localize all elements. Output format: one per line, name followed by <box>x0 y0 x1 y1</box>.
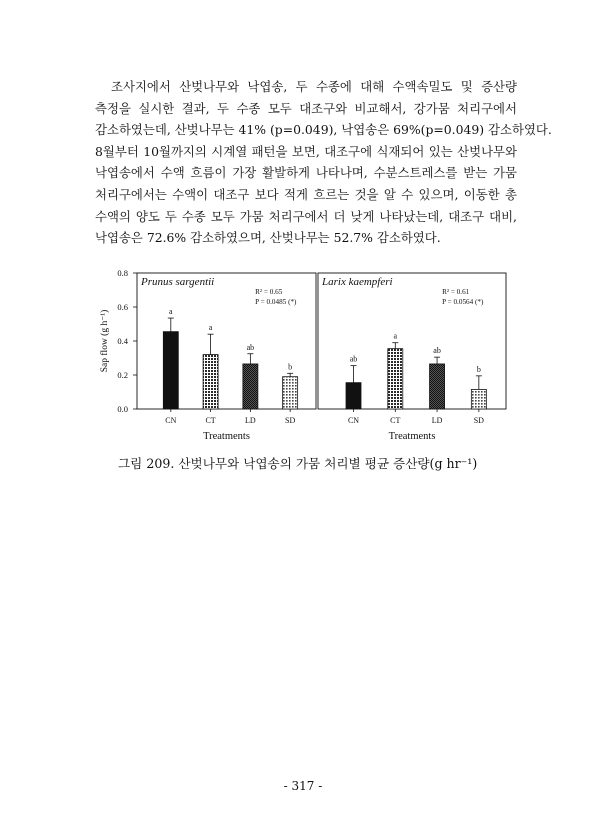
x-tick-label: SD <box>473 416 484 425</box>
paragraph-line: 처리구에서는 수액이 대조구 보다 적게 흐르는 것을 알 수 있으며, 이동한 총 <box>95 186 517 202</box>
bar <box>243 364 258 409</box>
significance-letter: a <box>208 323 213 333</box>
page-number: - 317 - <box>283 779 323 793</box>
significance-letter: ab <box>349 354 358 364</box>
significance-letter: a <box>169 307 173 317</box>
y-tick-label: 0.0 <box>117 404 128 414</box>
y-tick-label: 0.4 <box>117 336 128 346</box>
bar <box>283 377 298 409</box>
bar <box>388 349 403 409</box>
y-tick-label: 0.8 <box>117 268 128 278</box>
sap-flow-figure <box>100 262 520 448</box>
x-tick-label: CN <box>347 416 360 425</box>
bar <box>203 355 218 409</box>
r2-label: R² = 0.65 <box>255 288 283 296</box>
x-axis-label: Treatments <box>203 431 250 442</box>
bar <box>346 383 361 409</box>
p-value-label: P = 0.0564 (*) <box>442 298 484 306</box>
significance-letter: ab <box>246 342 255 352</box>
significance-letter: b <box>288 362 293 372</box>
r2-label: R² = 0.61 <box>442 288 470 296</box>
bar <box>430 364 445 409</box>
x-tick-label: CT <box>390 416 401 425</box>
x-tick-label: CT <box>205 416 216 425</box>
y-tick-label: 0.2 <box>117 370 128 380</box>
body-paragraph <box>95 76 552 249</box>
paragraph-line: 감소하였는데, 산벚나무는 41% (p=0.049), 낙엽송은 69%(p=0.049) 감소하였다. <box>95 122 552 138</box>
y-axis-label: Sap flow (g h⁻¹) <box>100 309 110 373</box>
x-axis-label: Treatments <box>388 431 436 442</box>
significance-letter: b <box>476 364 481 374</box>
paragraph-line: 8월부터 10월까지의 시계열 패턴을 보면, 대조구에 식재되어 있는 산벚나무와 <box>95 143 517 159</box>
paragraph-line: 조사지에서 산벚나무와 낙엽송, 두 수종에 대해 수액속밀도 및 증산량 <box>111 79 517 94</box>
p-value-label: P = 0.0485 (*) <box>255 298 297 306</box>
y-tick-label: 0.6 <box>117 302 128 312</box>
x-tick-label: CN <box>165 416 177 425</box>
paragraph-line: 낙엽송은 72.6% 감소하였으며, 산벚나무는 52.7% 감소하였다. <box>95 230 441 246</box>
figure-caption: 그림 209. 산벚나무와 낙엽송의 가뭄 처리별 평균 증산량(g hr⁻¹) <box>118 456 478 471</box>
significance-letter: a <box>393 331 398 341</box>
panel-title: Prunus sargentii <box>141 276 215 288</box>
paragraph-line: 수액의 양도 두 수종 모두 가뭄 처리구에서 더 낮게 나타났는데, 대조구 대비, <box>95 208 517 224</box>
significance-letter: ab <box>433 346 441 356</box>
paragraph-line: 측정을 실시한 결과, 두 수종 모두 대조구와 비교해서, 강가뭄 처리구에서 <box>95 100 517 116</box>
panel-title: Larix kaempferi <box>322 276 393 288</box>
x-tick-label: LD <box>431 416 443 425</box>
x-tick-label: LD <box>245 416 256 425</box>
sap-flow-chart <box>100 262 520 448</box>
paragraph-line: 낙엽송에서 수액 흐름이 가장 활발하게 나타나며, 수분스트레스를 받는 가뭄 <box>95 165 517 181</box>
x-tick-label: SD <box>285 416 296 425</box>
bar <box>471 389 486 409</box>
bar <box>163 332 178 409</box>
